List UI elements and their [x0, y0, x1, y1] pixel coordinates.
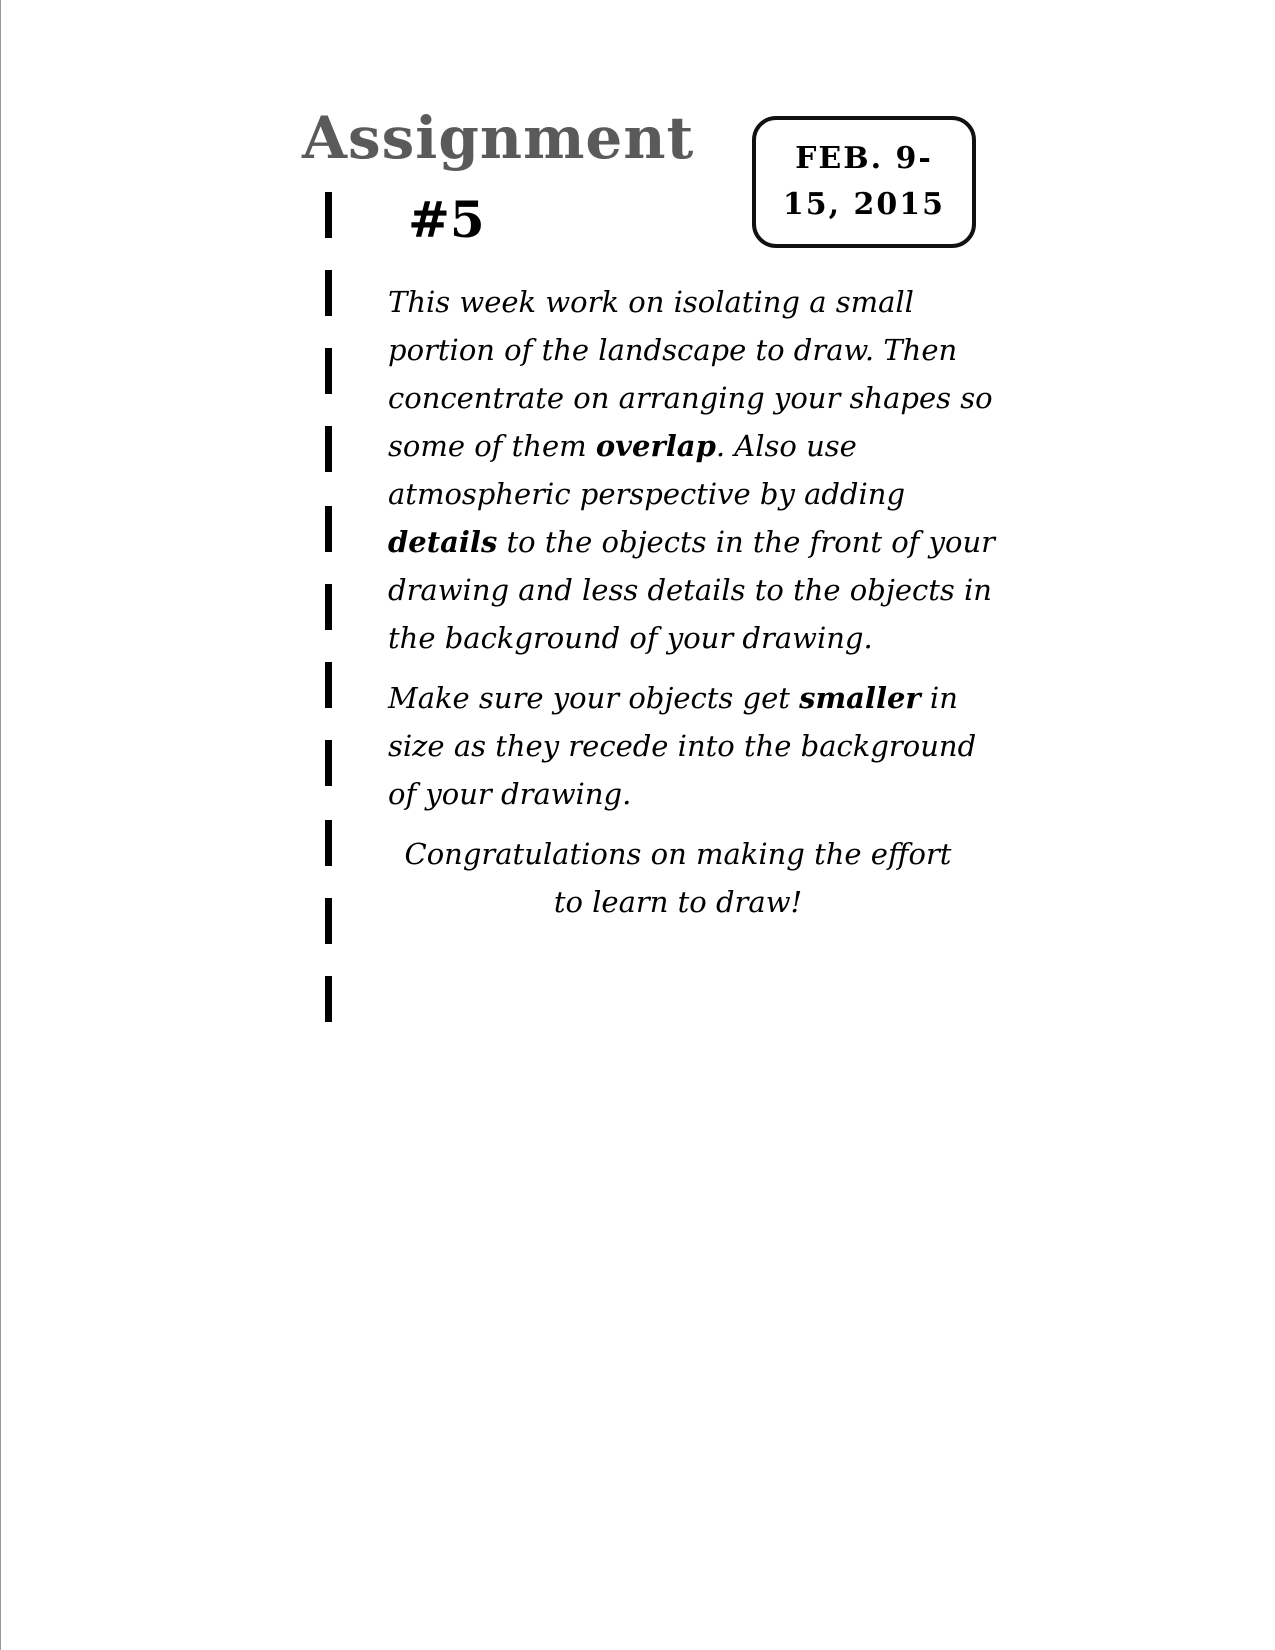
- date-line-1: FEB. 9-: [795, 141, 933, 176]
- date-stamp: [752, 116, 976, 248]
- rule-dash: [325, 270, 332, 316]
- rule-dash: [325, 898, 332, 944]
- rule-dash: [325, 976, 332, 1022]
- instructions-paragraph-1: [388, 278, 1008, 662]
- rule-dash: [325, 426, 332, 472]
- assignment-number: #5: [408, 190, 485, 249]
- rule-dash: [325, 584, 332, 630]
- rule-dash: [325, 820, 332, 866]
- rule-dash: [325, 506, 332, 552]
- closing-message: Congratulations on making the effort to learn to draw!: [404, 837, 952, 919]
- text-run: This week work on isolating a small portion of the landscape to draw. Then concentrate on arranging your shapes so some of them: [388, 285, 993, 463]
- text-run: to the objects in the front of your drawing and less details to the objects in the background of your drawing.: [388, 525, 995, 655]
- emphasis-details: details: [388, 525, 498, 559]
- emphasis-overlap: overlap: [595, 429, 716, 463]
- date-line-2: 15, 2015: [782, 187, 946, 222]
- rule-dash: [325, 192, 332, 238]
- text-run: Make sure your objects get: [388, 681, 800, 715]
- rule-dash: [325, 740, 332, 786]
- rule-dash: [325, 348, 332, 394]
- emphasis-smaller: smaller: [799, 681, 921, 715]
- rule-dash: [325, 662, 332, 708]
- text-run: in size as they recede into the background of your drawing.: [388, 681, 977, 811]
- text-run: . Also use atmospheric perspective by adding: [388, 429, 906, 511]
- page-edge: [0, 0, 1, 1650]
- instructions-paragraph-2: [388, 674, 1008, 818]
- assignment-title: Assignment: [302, 104, 695, 172]
- instructions: [388, 278, 1008, 938]
